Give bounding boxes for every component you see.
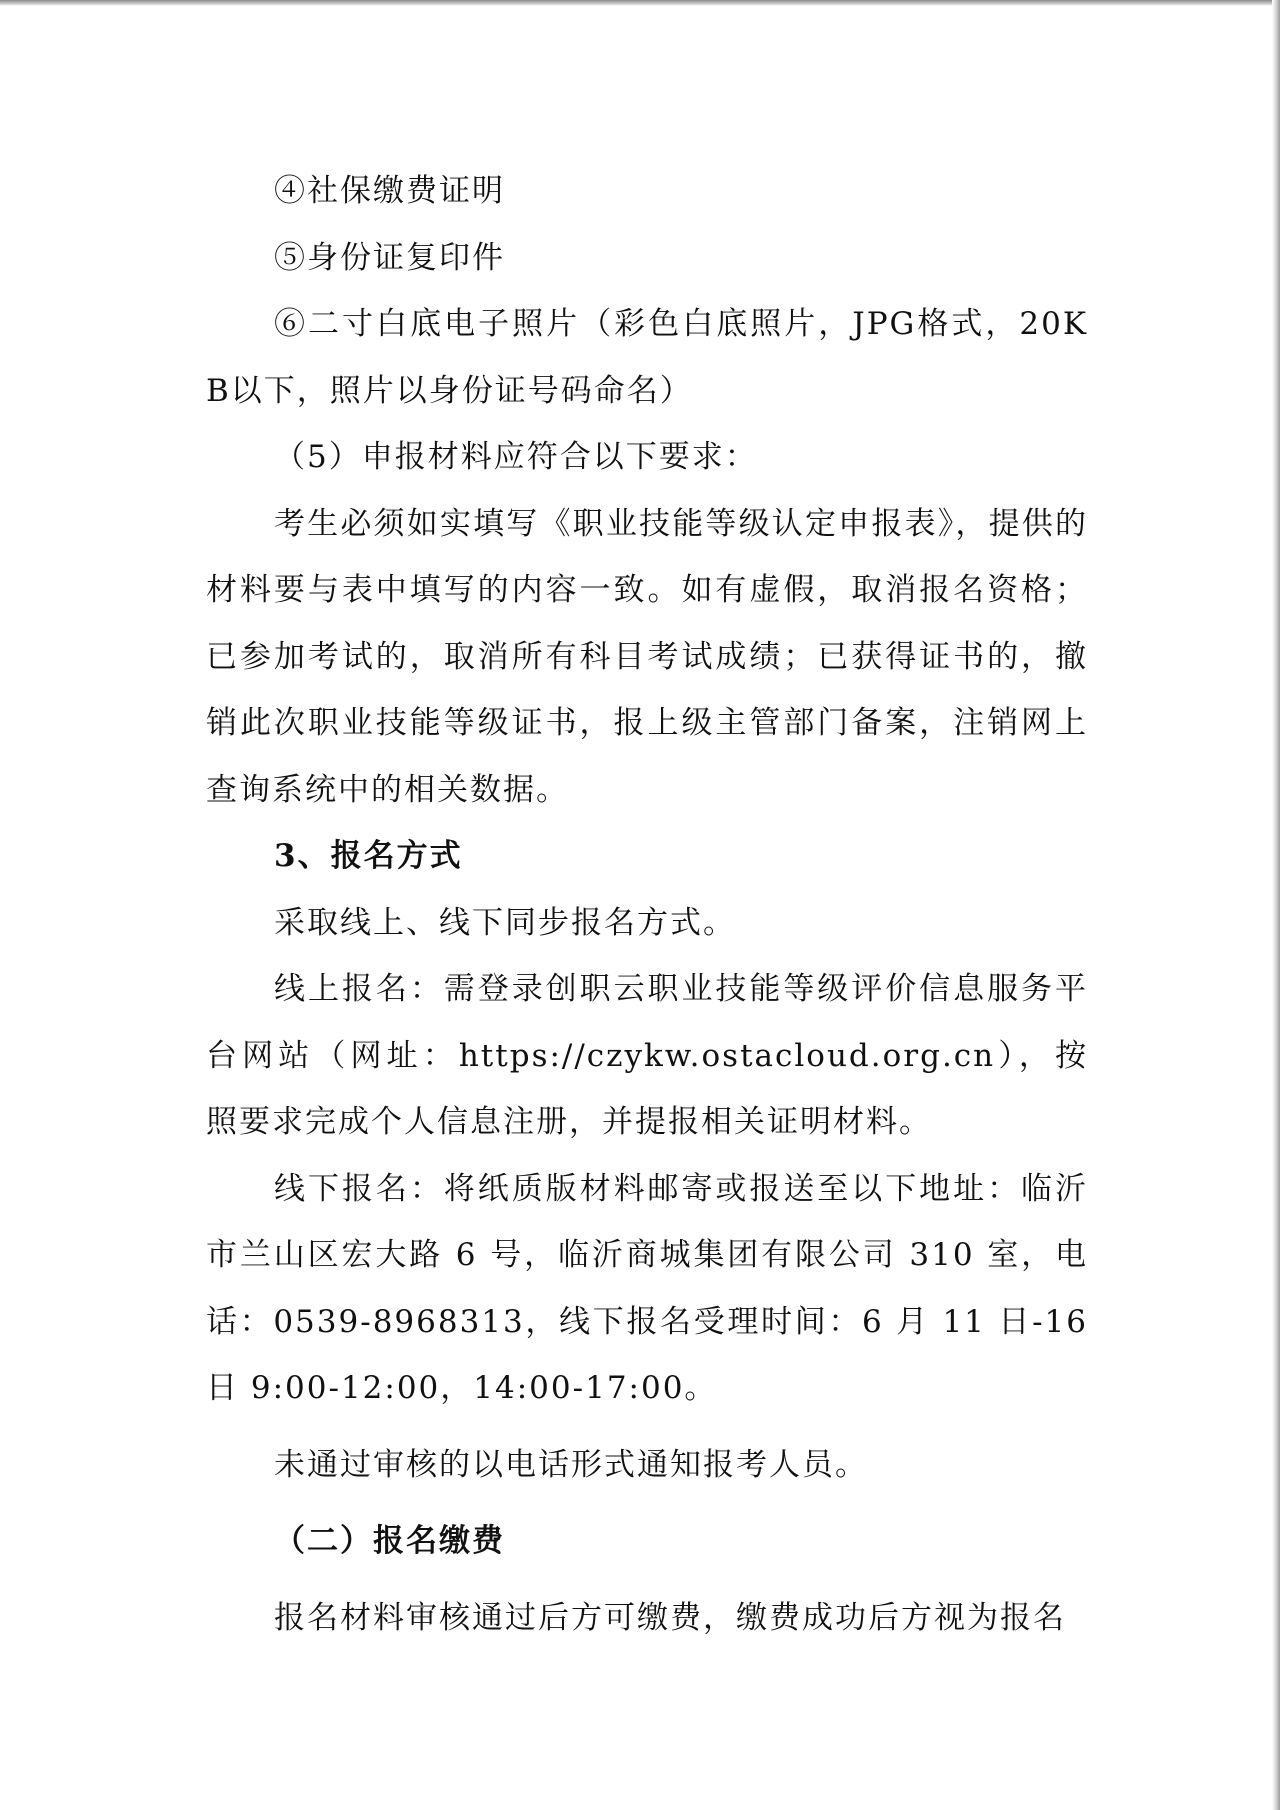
offline-registration-paragraph: 线下报名：将纸质版材料邮寄或报送至以下地址：临沂市兰山区宏大路 6 号，临沂商城集团有限公司 310 室，电话：0539-8968313，线下报名受理时间：6 月 11 日-16 日 9:00-12:00，14:00-17:00。 (206, 1170, 1088, 1406)
list-item-photo: ⑥二寸白底电子照片（彩色白底照片，JPG格式，20KB以下，照片以身份证号码命名） (206, 306, 1088, 409)
scan-right-edge (1272, 0, 1280, 1810)
scan-top-edge (0, 0, 1280, 6)
fee-heading: （二）报名缴费 (274, 1523, 505, 1559)
document-body (206, 158, 1088, 1651)
fee-paragraph: 报名材料审核通过后方可缴费，缴费成功后方视为报名 (274, 1599, 1066, 1636)
list-item-id-copy: ⑤身份证复印件 (274, 239, 505, 276)
requirements-paragraph: 考生必须如实填写《职业技能等级认定申报表》，提供的材料要与表中填写的内容一致。如有虚假，取消报名资格；已参加考试的，取消所有科目考试成绩；已获得证书的，撤销此次职业技能等级证书，报上级主管部门备案，注销网上查询系统中的相关数据。 (206, 505, 1088, 808)
notification-paragraph: 未通过审核的以电话形式通知报考人员。 (274, 1446, 868, 1483)
registration-method-heading: 3、报名方式 (274, 838, 463, 874)
registration-method-intro: 采取线上、线下同步报名方式。 (274, 904, 736, 941)
requirements-heading: （5）申报材料应符合以下要求： (274, 439, 758, 475)
list-item-social-insurance: ④社保缴费证明 (274, 173, 505, 209)
online-registration-paragraph: 线上报名：需登录创职云职业技能等级评价信息服务平台网站（网址：https://czykw.ostacloud.org.cn），按照要求完成个人信息注册，并提报相关证明材料。 (206, 971, 1088, 1140)
